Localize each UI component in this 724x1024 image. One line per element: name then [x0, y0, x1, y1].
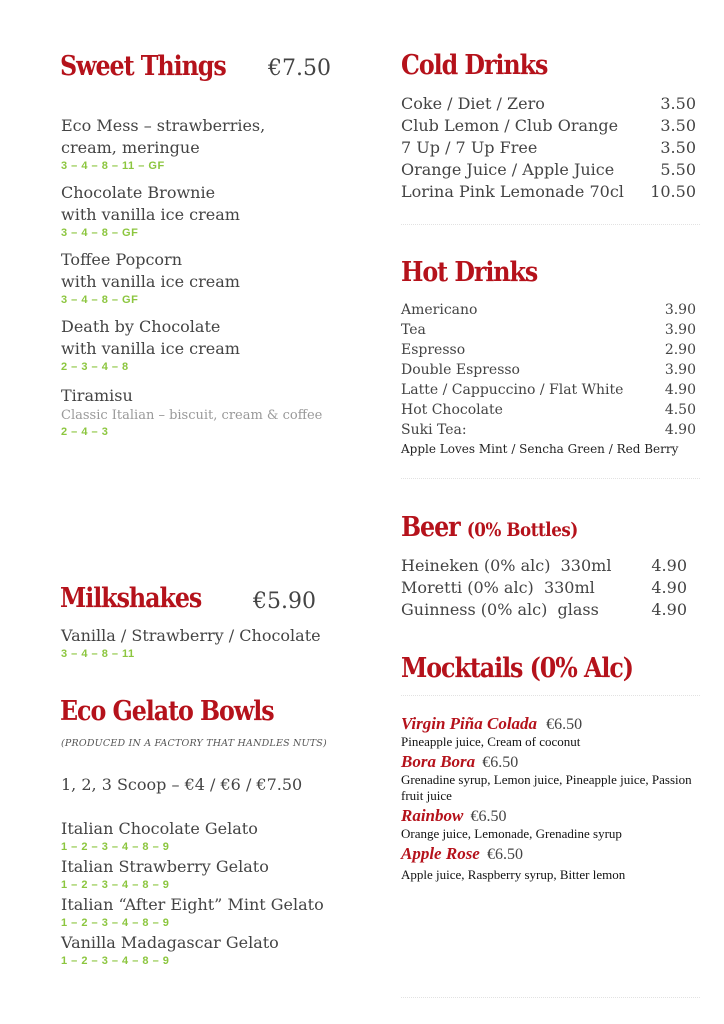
- drink-name: Tea: [401, 322, 426, 338]
- drink-price: 2.90: [664, 342, 696, 358]
- drink-row: [401, 159, 696, 181]
- gelato-list: [61, 818, 361, 969]
- sweet-things-title: Sweet Things: [60, 51, 226, 82]
- item-description: with vanilla ice cream: [61, 205, 240, 224]
- beer-list: [401, 555, 687, 621]
- mocktail-price: €6.50: [546, 716, 583, 733]
- mocktail-item: [401, 844, 701, 883]
- drink-row: [401, 300, 696, 320]
- mocktails-list: [401, 714, 701, 883]
- mocktail-price: €6.50: [482, 754, 519, 771]
- drink-row: [401, 400, 696, 420]
- item-name: Italian “After Eight” Mint Gelato: [61, 895, 324, 914]
- item-name: Eco Mess – strawberries,: [61, 116, 266, 135]
- allergen-codes: 1 – 2 – 3 – 4 – 8 – 9: [61, 917, 170, 929]
- item-description: Classic Italian – biscuit, cream & coffee: [61, 408, 323, 423]
- drink-row: [401, 599, 687, 621]
- beer-heading: Beer: [401, 512, 460, 543]
- drink-row: [401, 320, 696, 340]
- drink-price: 3.50: [660, 116, 696, 135]
- menu-item: [61, 856, 361, 893]
- drink-name: Guinness (0% alc) glass: [401, 600, 599, 619]
- beer-title: [401, 511, 578, 547]
- gelato-title: Eco Gelato Bowls: [60, 696, 274, 727]
- drink-price: 3.50: [660, 138, 696, 157]
- drink-name: Coke / Diet / Zero: [401, 94, 545, 113]
- divider: [401, 478, 700, 479]
- divider: [401, 997, 700, 998]
- item-name: Italian Strawberry Gelato: [61, 857, 269, 876]
- menu-item: [61, 818, 361, 855]
- mocktails-title: Mocktails (0% Alc): [401, 653, 633, 684]
- drink-price: 4.90: [651, 556, 687, 575]
- drink-price: 4.90: [651, 600, 687, 619]
- mocktail-name: Virgin Piña Colada: [401, 714, 538, 733]
- drink-row: [401, 577, 687, 599]
- menu-item: [61, 894, 361, 931]
- drink-name: Suki Tea:: [401, 422, 467, 438]
- drink-row: [401, 115, 696, 137]
- drink-price: 4.50: [664, 402, 696, 418]
- mocktail-name: Apple Rose: [401, 844, 480, 863]
- drink-name: Heineken (0% alc) 330ml: [401, 556, 612, 575]
- menu-item: [61, 932, 361, 969]
- beer-subtitle: (0% Bottles): [466, 519, 578, 541]
- item-name: Death by Chocolate: [61, 317, 221, 336]
- drink-price: 4.90: [651, 578, 687, 597]
- drink-row: [401, 340, 696, 360]
- drink-name: Latte / Cappuccino / Flat White: [401, 382, 624, 398]
- mocktail-ingredients: Apple juice, Raspberry syrup, Bitter lemon: [401, 867, 626, 882]
- drink-name: Lorina Pink Lemonade 70cl: [401, 182, 624, 201]
- drink-row: [401, 93, 696, 115]
- menu-item: [61, 316, 351, 375]
- milkshake-flavours: Vanilla / Strawberry / Chocolate: [61, 626, 321, 645]
- drink-price: 10.50: [650, 182, 696, 201]
- drink-price: 4.90: [664, 382, 696, 398]
- menu-item: [61, 385, 351, 440]
- menu-item: [61, 182, 351, 241]
- mocktail-price: €6.50: [470, 808, 507, 825]
- drink-row: [401, 181, 696, 203]
- drink-name: 7 Up / 7 Up Free: [401, 138, 538, 157]
- allergen-codes: 1 – 2 – 3 – 4 – 8 – 9: [61, 841, 170, 853]
- hot-drinks-title: Hot Drinks: [401, 257, 538, 288]
- allergen-codes: 1 – 2 – 3 – 4 – 8 – 9: [61, 955, 170, 967]
- drink-name: Americano: [401, 302, 478, 318]
- scoop-pricing: 1, 2, 3 Scoop – €4 / €6 / €7.50: [61, 775, 303, 794]
- mocktail-ingredients: Orange juice, Lemonade, Grenadine syrup: [401, 826, 622, 841]
- mocktail-item: [401, 714, 701, 750]
- item-name: Tiramisu: [61, 386, 133, 405]
- drink-name: Espresso: [401, 342, 466, 358]
- mocktail-ingredients: Grenadine syrup, Lemon juice, Pineapple juice, Passion fruit juice: [401, 772, 692, 803]
- item-name: Toffee Popcorn: [61, 250, 182, 269]
- drink-row: [401, 555, 687, 577]
- divider: [401, 695, 700, 696]
- mocktail-name: Bora Bora: [401, 752, 476, 771]
- drink-row: [401, 360, 696, 380]
- drink-row: [401, 420, 696, 440]
- allergen-codes: 3 – 4 – 8 – 11 – GF: [61, 160, 165, 172]
- menu-item: [61, 249, 351, 308]
- mocktail-ingredients: Pineapple juice, Cream of coconut: [401, 734, 581, 749]
- drink-name: Hot Chocolate: [401, 402, 503, 418]
- menu-item: [61, 115, 351, 174]
- cold-drinks-title: Cold Drinks: [401, 50, 548, 81]
- mocktail-item: [401, 806, 701, 842]
- mocktail-item: [401, 752, 701, 804]
- drink-name: Double Espresso: [401, 362, 520, 378]
- item-name: Italian Chocolate Gelato: [61, 819, 258, 838]
- divider: [401, 224, 700, 225]
- allergen-codes: 3 – 4 – 8 – GF: [61, 294, 139, 306]
- allergen-codes: 2 – 4 – 3: [61, 426, 109, 438]
- mocktail-name: Rainbow: [401, 806, 464, 825]
- drink-row: [401, 380, 696, 400]
- drink-price: 3.90: [664, 322, 696, 338]
- cold-drinks-list: [401, 93, 696, 203]
- drink-price: 3.90: [664, 302, 696, 318]
- allergen-codes: 3 – 4 – 8 – 11: [61, 648, 135, 660]
- drink-price: 3.50: [660, 94, 696, 113]
- allergen-codes: 3 – 4 – 8 – GF: [61, 227, 139, 239]
- sweet-things-list: [61, 115, 351, 440]
- mocktail-price: €6.50: [486, 846, 523, 863]
- allergen-codes: 1 – 2 – 3 – 4 – 8 – 9: [61, 879, 170, 891]
- milkshakes-title: Milkshakes: [60, 583, 202, 614]
- drink-price: 5.50: [660, 160, 696, 179]
- item-description: cream, meringue: [61, 138, 200, 157]
- drink-price: 4.90: [664, 422, 696, 438]
- drink-name: Orange Juice / Apple Juice: [401, 160, 615, 179]
- sweet-things-price: €7.50: [268, 56, 331, 81]
- drink-name: Moretti (0% alc) 330ml: [401, 578, 595, 597]
- drink-price: 3.90: [664, 362, 696, 378]
- drink-row: [401, 137, 696, 159]
- item-description: with vanilla ice cream: [61, 272, 240, 291]
- hot-drinks-list: [401, 300, 696, 458]
- item-name: Vanilla Madagascar Gelato: [61, 933, 279, 952]
- allergen-codes: 2 – 3 – 4 – 8: [61, 361, 129, 373]
- item-name: Chocolate Brownie: [61, 183, 216, 202]
- suki-tea-flavours: Apple Loves Mint / Sencha Green / Red Berry: [401, 442, 679, 456]
- nut-disclaimer: (PRODUCED IN A FACTORY THAT HANDLES NUTS): [61, 738, 327, 749]
- item-description: with vanilla ice cream: [61, 339, 240, 358]
- drink-name: Club Lemon / Club Orange: [401, 116, 619, 135]
- milkshakes-price: €5.90: [253, 589, 316, 614]
